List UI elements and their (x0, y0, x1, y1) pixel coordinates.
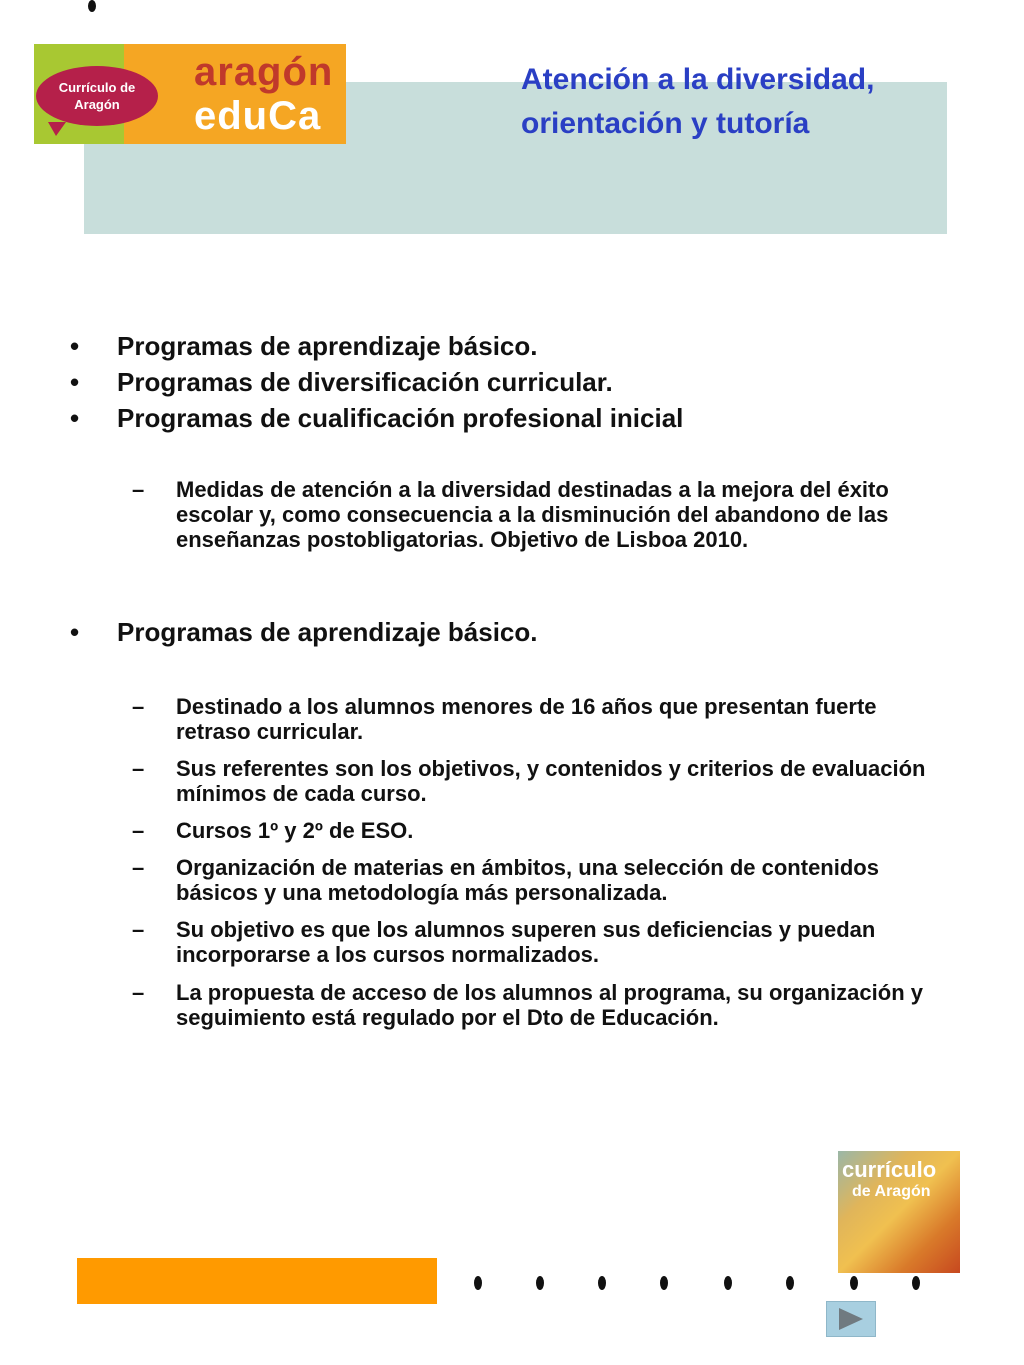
logo-brand-line1: aragón (194, 50, 334, 94)
logo-speech-bubble: Currículo de Aragón (36, 66, 158, 126)
footer-dots (470, 1276, 930, 1296)
sub-bullet-item: – Medidas de atención a la diversidad destinadas a la mejora del éxito escolar y, como consecuencia a la disminución del abandono de las enseñanzas postobligatorias. Objetivo de Lisboa 2010. (132, 477, 889, 552)
decorative-dot (660, 1276, 668, 1290)
sub-bullet-item: – Organización de materias en ámbitos, una selección de contenidos básicos y una metodología más personalizada. (132, 855, 879, 905)
sub-bullet-item: – La propuesta de acceso de los alumnos al programa, su organización y seguimiento está regulado por el Dto de Educación. (132, 980, 923, 1030)
curriculo-aragon-educa-logo (34, 44, 346, 144)
logo-brand-line2: eduCa (194, 94, 322, 138)
next-slide-button[interactable] (826, 1301, 876, 1337)
curriculo-aragon-photo-logo (838, 1151, 960, 1273)
decorative-dot (536, 1276, 544, 1290)
decorative-dot (786, 1276, 794, 1290)
decorative-dot (724, 1276, 732, 1290)
photo-logo-line2: de Aragón (852, 1183, 931, 1200)
sub-bullet-item: – Cursos 1º y 2º de ESO. (132, 818, 414, 843)
sub-bullet-item: – Sus referentes son los objetivos, y contenidos y criterios de evaluación mínimos de cada curso. (132, 756, 926, 806)
slide-title: Atención a la diversidad, orientación y tutoría (521, 63, 875, 140)
sub-bullet-item: – Su objetivo es que los alumnos superen sus deficiencias y puedan incorporarse a los cursos normalizados. (132, 917, 876, 967)
play-triangle-icon (839, 1308, 863, 1330)
decorative-dot (598, 1276, 606, 1290)
decorative-dot (912, 1276, 920, 1290)
decorative-dot (88, 0, 96, 12)
photo-logo-line1: currículo (842, 1157, 937, 1182)
logo-green-panel (34, 44, 136, 144)
decorative-dot (850, 1276, 858, 1290)
footer-orange-bar (77, 1258, 437, 1304)
sub-bullet-item: – Destinado a los alumnos menores de 16 años que presentan fuerte retraso curricular. (132, 694, 877, 744)
decorative-dot (474, 1276, 482, 1290)
logo-bubble-tail (48, 122, 66, 136)
